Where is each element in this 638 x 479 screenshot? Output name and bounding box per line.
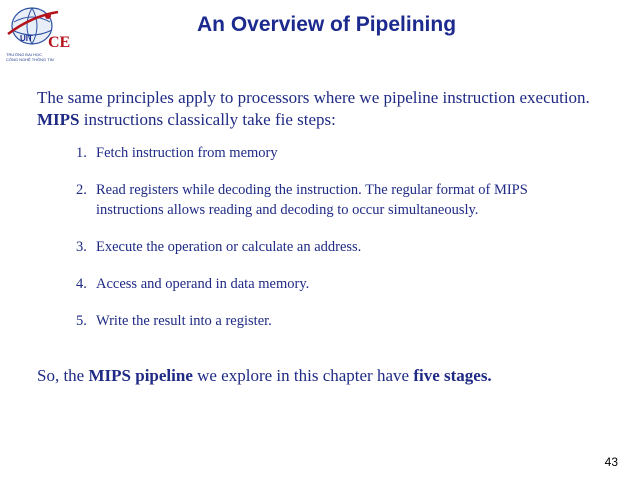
page-number: 43 xyxy=(604,455,618,469)
intro-text-2: instructions classically take fie steps: xyxy=(79,110,336,129)
step-number: 4. xyxy=(76,276,87,292)
step-number: 2. xyxy=(76,182,87,198)
slide-title: An Overview of Pipelining xyxy=(197,13,457,36)
list-item xyxy=(76,311,596,331)
steps-list xyxy=(76,143,596,348)
logo-subtitle-2: CÔNG NGHỆ THÔNG TIN xyxy=(6,57,54,62)
step-number: 1. xyxy=(76,145,87,161)
list-item xyxy=(76,180,596,220)
step-text: Write the result into a register. xyxy=(96,313,272,329)
intro-paragraph xyxy=(37,87,597,131)
list-item xyxy=(76,143,596,163)
closing-text-1: So, the xyxy=(37,366,89,385)
uit-logo xyxy=(6,4,86,66)
closing-bold-mips-pipeline: MIPS pipeline xyxy=(88,366,193,385)
intro-bold-mips: MIPS xyxy=(37,110,80,129)
closing-bold-five-stages: five stages. xyxy=(413,366,492,385)
closing-paragraph xyxy=(37,366,617,386)
logo-subtitle-1: TRƯỜNG ĐẠI HỌC xyxy=(6,52,42,57)
step-text: Read registers while decoding the instruction. The regular format of MIPS instructions allows reading and decoding to occur simultaneously. xyxy=(96,182,528,218)
step-text: Execute the operation or calculate an address. xyxy=(96,239,362,255)
closing-text-2: we explore in this chapter have xyxy=(192,366,414,385)
step-number: 5. xyxy=(76,313,87,329)
logo-brand: UIT xyxy=(20,34,33,43)
list-item xyxy=(76,274,596,294)
step-text: Access and operand in data memory. xyxy=(96,276,310,292)
list-item xyxy=(76,237,596,257)
intro-text-1: The same principles apply to processors where we pipeline instruction execution. xyxy=(37,88,590,107)
step-number: 3. xyxy=(76,239,87,255)
step-text: Fetch instruction from memory xyxy=(96,145,278,161)
logo-department: CE xyxy=(48,34,71,51)
